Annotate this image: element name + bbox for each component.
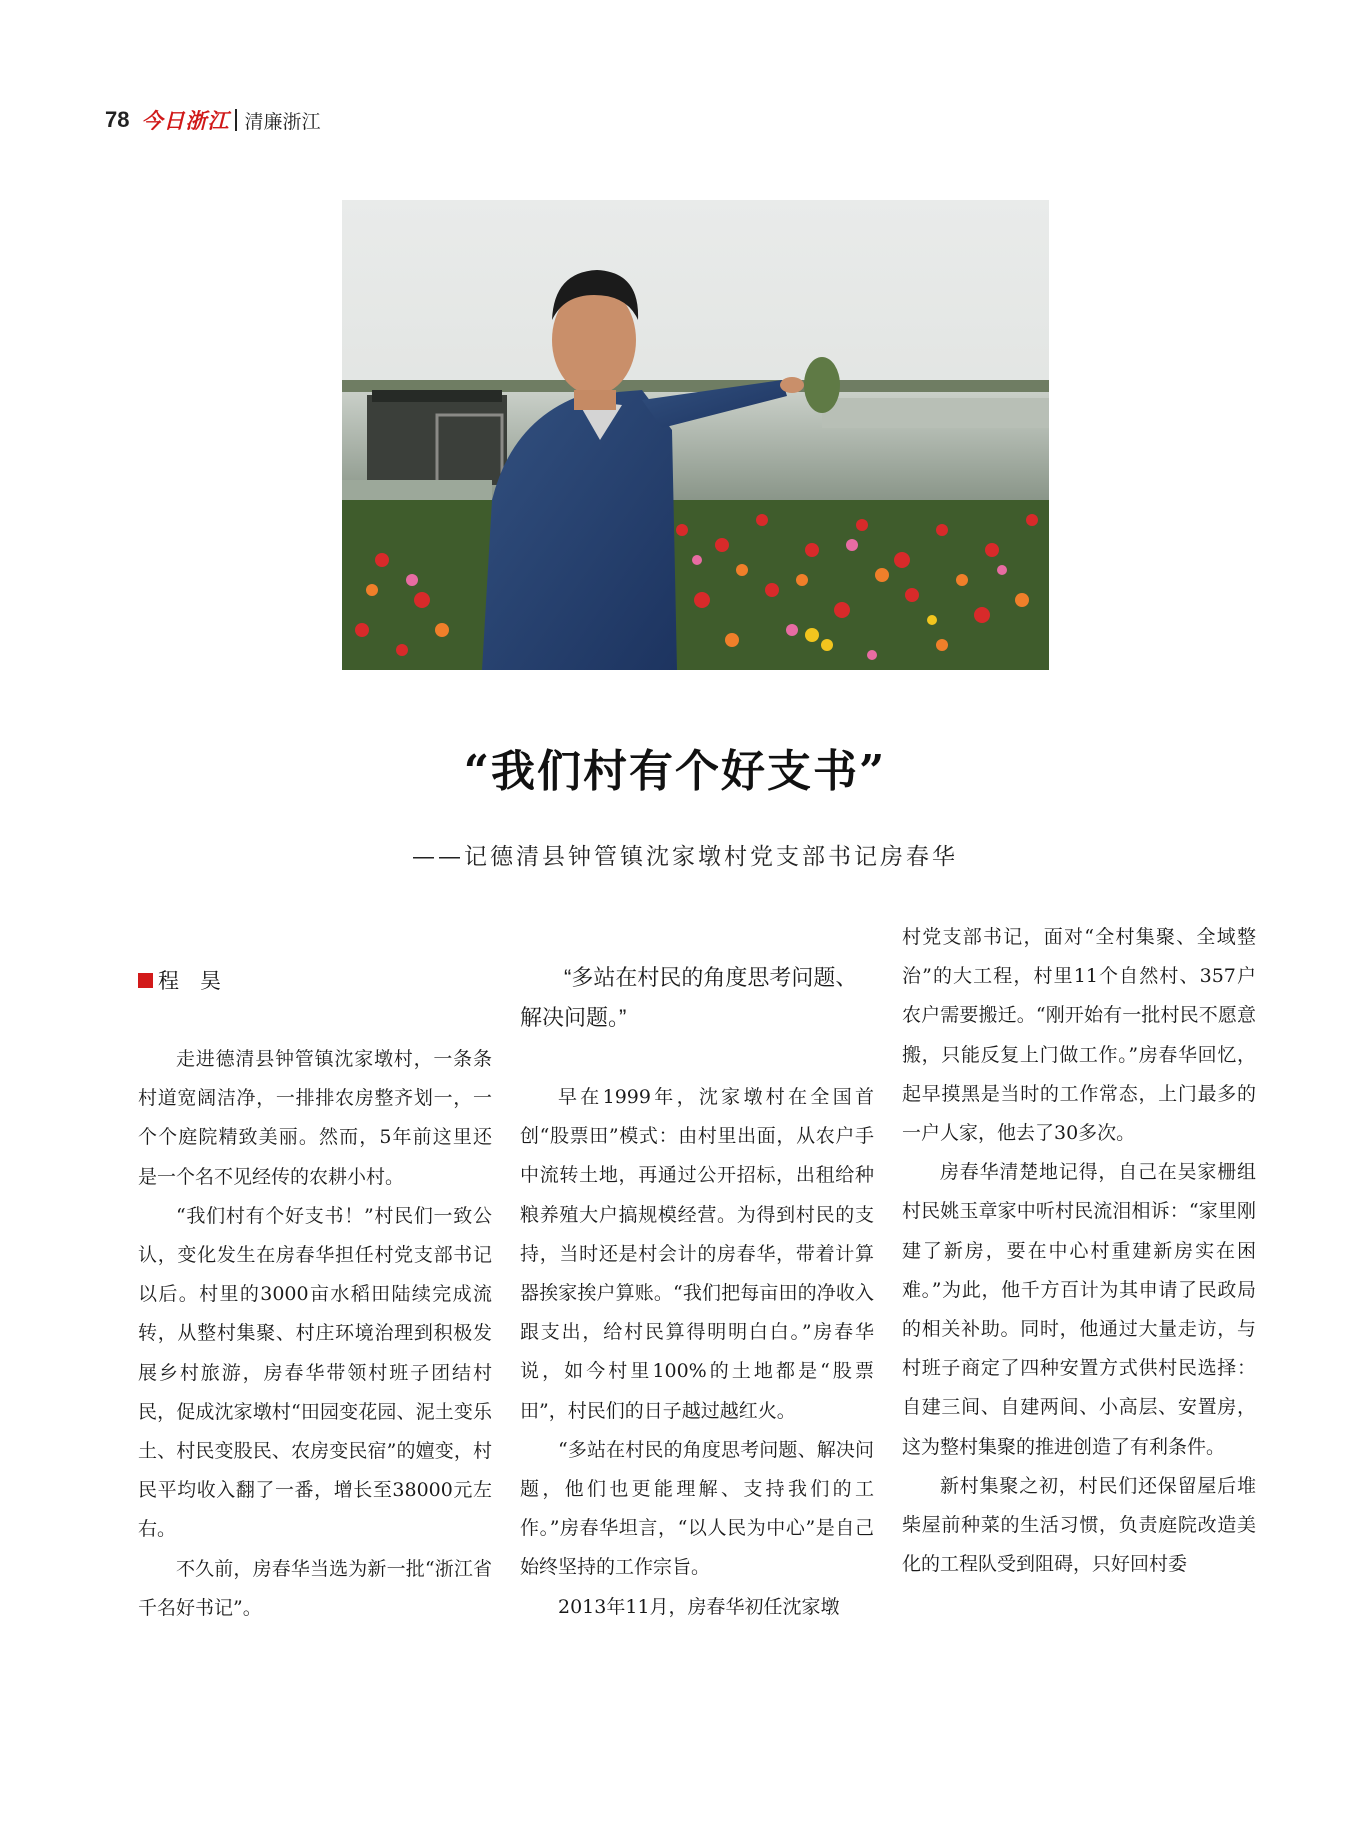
pull-quote: “多站在村民的角度思考问题、解决问题。” bbox=[520, 965, 858, 1030]
paragraph: 新村集聚之初，村民们还保留屋后堆柴屋前种菜的生活习惯，负责庭院改造美化的工程队受到阻碍，只好回村委 bbox=[902, 1474, 1256, 1576]
page-number: 78 bbox=[105, 107, 130, 132]
byline-marker bbox=[138, 973, 153, 988]
magazine-logo: 今日浙江 bbox=[141, 108, 230, 133]
column-1 bbox=[138, 1040, 492, 1628]
paragraph: “我们村有个好支书！”村民们一致公认，变化发生在房春华担任村党支部书记以后。村里的3000亩水稻田陆续完成流转，从整村集聚、村庄环境治理到积极发展乡村旅游，房春华带领村班子团结村民，促成沈家墩村“田园变花园、泥土变乐土、村民变股民、农房变民宿”的嬗变，村民平均收入翻了一番，增长至38000元左右。 bbox=[138, 1204, 492, 1541]
paragraph: 走进德清县钟管镇沈家墩村，一条条村道宽阔洁净，一排排农房整齐划一，一个个庭院精致美丽。然而，5年前这里还是一个名不见经传的农耕小村。 bbox=[138, 1048, 492, 1188]
page-header bbox=[105, 104, 321, 136]
column-3 bbox=[902, 918, 1256, 1584]
paragraph: “多站在村民的角度思考问题、解决问题，他们也更能理解、支持我们的工作。”房春华坦言，“以人民为中心”是自己始终坚持的工作宗旨。 bbox=[520, 1438, 874, 1579]
article-subtitle: ——记德清县钟管镇沈家墩村党支部书记房春华 bbox=[412, 844, 958, 870]
paragraph: 2013年11月，房春华初任沈家墩 bbox=[558, 1595, 840, 1618]
column-2 bbox=[520, 1078, 874, 1627]
paragraph: 村党支部书记，面对“全村集聚、全域整治”的大工程，村里11个自然村、357户农户需要搬迁。“刚开始有一批村民不愿意搬，只能反复上门做工作。”房春华回忆，起早摸黑是当时的工作常态，上门最多的一户人家，他去了30多次。 bbox=[902, 926, 1256, 1145]
paragraph: 不久前，房春华当选为新一批“浙江省千名好书记”。 bbox=[138, 1557, 492, 1619]
section-name: 清廉浙江 bbox=[244, 111, 321, 133]
byline bbox=[138, 965, 221, 995]
author-name: 程 昊 bbox=[158, 970, 221, 993]
paragraph: 房春华清楚地记得，自己在吴家栅组村民姚玉章家中听村民流泪相诉：“家里刚建了新房，要在中心村重建新房实在困难。”为此，他千方百计为其申请了民政局的相关补助。同时，他通过大量走访，与村班子商定了四种安置方式供村民选择：自建三间、自建两间、小高层、安置房，这为整村集聚的推进创造了有利条件。 bbox=[902, 1161, 1256, 1458]
article-title: “我们村有个好支书” bbox=[463, 746, 887, 797]
header-divider bbox=[235, 109, 237, 131]
article-photo bbox=[342, 200, 1049, 670]
paragraph: 早在1999年，沈家墩村在全国首创“股票田”模式：由村里出面，从农户手中流转土地，再通过公开招标，出租给种粮养殖大户搞规模经营。为得到村民的支持，当时还是村会计的房春华，带着计算器挨家挨户算账。“我们把每亩田的净收入跟支出，给村民算得明明白白。”房春华说，如今村里100%的土地都是“股票田”，村民们的日子越过越红火。 bbox=[520, 1086, 874, 1422]
